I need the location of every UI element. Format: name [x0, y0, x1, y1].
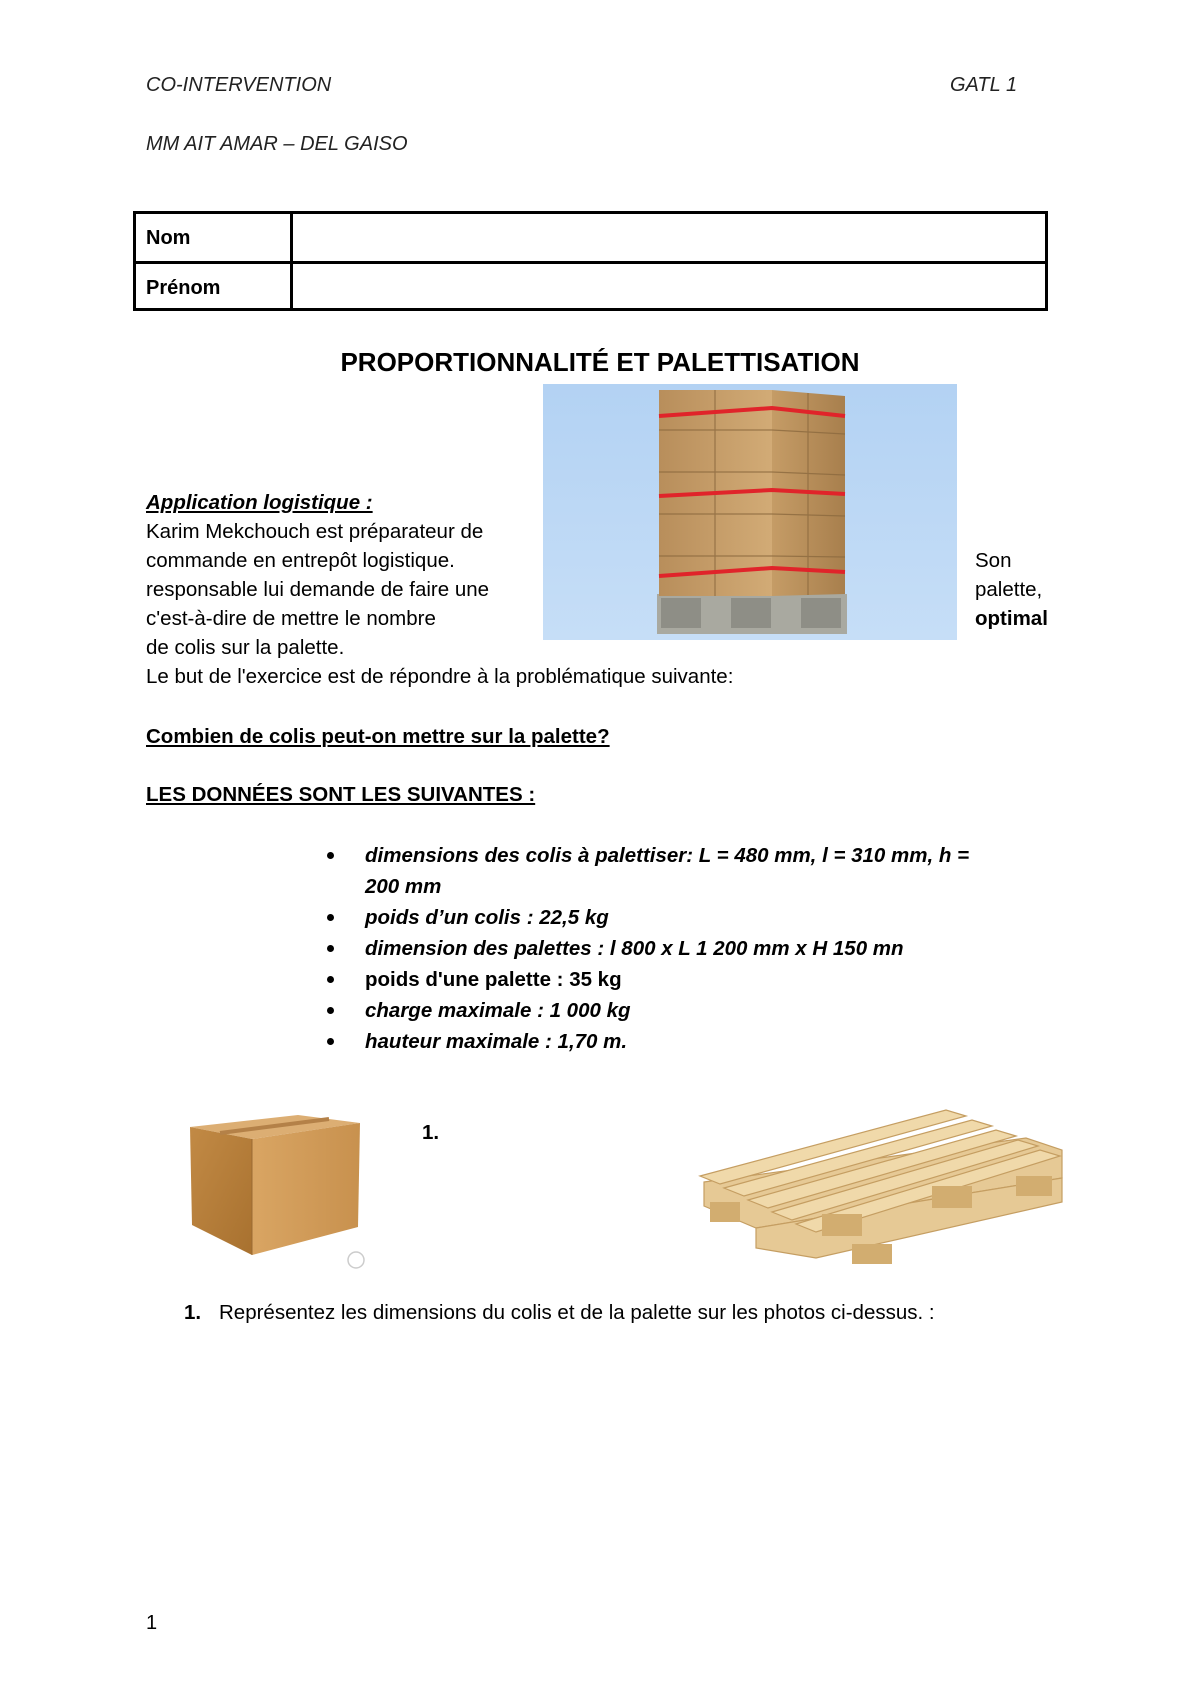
application-line-4: c'est-à-dire de mettre le nombre [146, 607, 436, 630]
bullet-icon [327, 914, 334, 921]
header-right: GATL 1 [950, 74, 1018, 96]
bullet-text: dimensions des colis à palettiser: L = 480 mm, l = 310 mm, h = [365, 844, 970, 867]
application-line-4-right: optimal [975, 607, 1048, 630]
bullet-text-cont: 200 mm [365, 875, 442, 898]
data-heading: LES DONNÉES SONT LES SUIVANTES : [146, 783, 536, 806]
prenom-label: Prénom [136, 264, 293, 308]
nom-label: Nom [136, 214, 293, 261]
exercise-number: 1. [184, 1301, 202, 1324]
bullet-text: hauteur maximale : 1,70 m. [365, 1030, 628, 1053]
bullet-text: charge maximale : 1 000 kg [365, 999, 631, 1022]
bullet-icon [327, 1007, 334, 1014]
application-line-2: commande en entrepôt logistique. [146, 549, 455, 572]
list-item [320, 964, 1060, 995]
exercise-text: Représentez les dimensions du colis et de la palette sur les photos ci-dessus. : [219, 1301, 935, 1324]
wooden-pallet-image [696, 1098, 1064, 1268]
page-title: PROPORTIONNALITÉ ET PALETTISATION [340, 347, 860, 377]
identity-row-prenom [136, 264, 1045, 308]
bullet-icon [327, 945, 334, 952]
bullet-text: poids d'une palette : 35 kg [365, 968, 622, 991]
header-left: CO-INTERVENTION [146, 74, 332, 96]
application-line-3: responsable lui demande de faire une [146, 578, 490, 601]
bullet-text: dimension des palettes : l 800 x L 1 200 mm x H 150 mn [365, 937, 904, 960]
bullet-icon [327, 976, 334, 983]
list-item [320, 995, 1060, 1026]
identity-row-nom [136, 214, 1045, 264]
header-authors: MM AIT AMAR – DEL GAISO [146, 133, 408, 155]
application-heading: Application logistique : [146, 491, 373, 514]
bullet-text: poids d’un colis : 22,5 kg [365, 906, 609, 929]
list-item [320, 1026, 1060, 1057]
application-line-5: de colis sur la palette. [146, 636, 345, 659]
list-item [320, 902, 1060, 933]
cardboard-box-image [186, 1105, 368, 1270]
application-line-6: Le but de l'exercice est de répondre à la problématique suivante: [146, 665, 734, 688]
application-line-3-right: palette, [975, 578, 1043, 601]
data-list [320, 840, 1060, 1057]
nom-field[interactable] [296, 214, 1045, 261]
problem-question: Combien de colis peut-on mettre sur la palette? [146, 725, 610, 748]
application-line-2-right: Son [975, 549, 1012, 572]
mid-item-number: 1. [422, 1121, 440, 1144]
list-item [320, 933, 1060, 964]
prenom-field[interactable] [296, 264, 1045, 308]
bullet-icon [327, 852, 334, 859]
bullet-icon [327, 1038, 334, 1045]
list-item [320, 840, 1060, 902]
page-number: 1 [146, 1612, 158, 1634]
application-line-1: Karim Mekchouch est préparateur de [146, 520, 484, 543]
identity-table [133, 211, 1048, 311]
